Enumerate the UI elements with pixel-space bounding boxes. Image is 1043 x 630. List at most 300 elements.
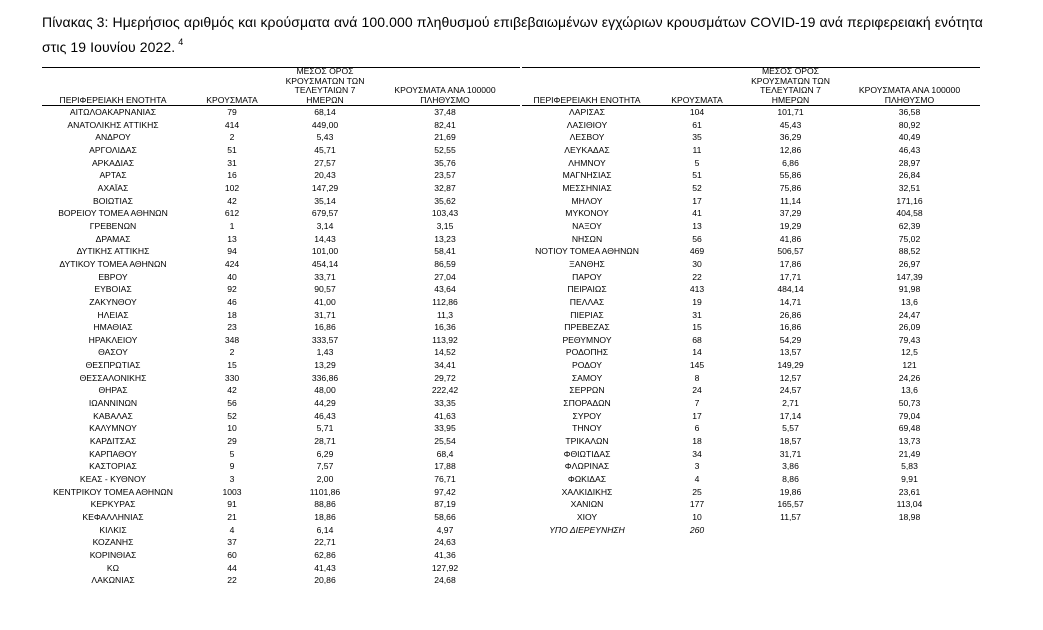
table-row [42, 473, 520, 486]
avg7-cell: 31,71 [779, 448, 802, 459]
cases-cell: 41 [692, 208, 702, 219]
avg7-cell: 5,43 [316, 132, 334, 143]
table-row [522, 220, 980, 233]
region-cell: ΦΘΙΩΤΙΔΑΣ [563, 448, 611, 459]
table-row [522, 486, 980, 499]
per100k-cell: 12,5 [901, 347, 918, 358]
header-per100k: ΚΡΟΥΣΜΑΤΑ ΑΝΑ 100000 ΠΛΗΘΥΣΜΟ [839, 67, 980, 106]
table-row [42, 106, 520, 119]
per100k-cell: 36,58 [898, 107, 921, 117]
per100k-cell: 13,73 [898, 436, 921, 447]
region-cell: ΧΑΝΙΩΝ [570, 499, 604, 510]
cases-cell: 56 [692, 233, 702, 244]
cases-cell: 5 [694, 157, 700, 168]
avg7-cell: 88,86 [314, 499, 336, 510]
header-cases: ΚΡΟΥΣΜΑΤΑ [184, 67, 280, 106]
region-cell: ΚΙΛΚΙΣ [99, 524, 127, 535]
per100k-cell: 68,4 [436, 448, 454, 459]
avg7-cell: 8,86 [782, 474, 799, 485]
cases-cell: 42 [227, 195, 237, 206]
region-cell: ΚΑΒΑΛΑΣ [93, 410, 133, 421]
avg7-cell: 13,29 [314, 360, 336, 371]
avg7-cell: 506,57 [777, 246, 804, 257]
avg7-cell: 41,86 [779, 233, 802, 244]
region-cell: ΑΝΑΤΟΛΙΚΗΣ ΑΤΤΙΚΗΣ [67, 119, 159, 130]
per100k-cell: 41,63 [434, 410, 456, 421]
table-row [522, 119, 980, 132]
table-row [522, 309, 980, 322]
avg7-cell: 90,57 [314, 284, 336, 295]
cases-cell: 52 [227, 410, 237, 421]
table-row [42, 195, 520, 208]
region-cell: ΡΕΘΥΜΝΟΥ [562, 334, 612, 345]
region-cell: ΝΑΞΟΥ [572, 220, 602, 231]
cases-cell: 413 [689, 284, 705, 295]
avg7-cell: 45,43 [779, 119, 802, 130]
avg7-cell: 11,57 [780, 512, 801, 522]
per100k-cell: 14,52 [434, 347, 456, 358]
per100k-cell: 5,83 [901, 461, 918, 472]
avg7-cell [742, 524, 839, 537]
per100k-cell: 11,3 [436, 309, 454, 320]
cases-cell: 25 [692, 486, 702, 497]
region-cell: ΚΕΡΚΥΡΑΣ [90, 499, 136, 510]
cases-cell: 1003 [222, 486, 242, 497]
table-row [522, 182, 980, 195]
table-row [522, 359, 980, 372]
cases-cell: 7 [694, 398, 700, 409]
table-row [522, 169, 980, 182]
avg7-cell: 147,29 [311, 182, 339, 193]
cases-cell: 17 [692, 410, 702, 421]
per100k-cell: 58,66 [434, 512, 456, 522]
cases-cell: 9 [229, 461, 235, 472]
per100k-cell: 33,35 [434, 398, 456, 409]
title-text: Πίνακας 3: Ημερήσιος αριθμός και κρούσματα ανά 100.000 πληθυσμού επιβεβαιωμένων εγχώριων κρουσμάτων COVID-19 ανά περιφερειακή ενότητα στις 19 Ιουνίου 2022. [42, 14, 983, 55]
avg7-cell: 333,57 [311, 334, 339, 345]
cases-cell: 4 [694, 474, 700, 485]
table-row [42, 245, 520, 258]
avg7-cell: 454,14 [311, 258, 339, 269]
cases-cell: 2 [229, 347, 235, 358]
table-row [522, 144, 980, 157]
per100k-cell: 17,88 [434, 461, 456, 472]
region-cell: ΜΕΣΣΗΝΙΑΣ [562, 182, 612, 193]
avg7-cell: 45,71 [314, 144, 336, 155]
table-row [42, 144, 520, 157]
cases-cell: 260 [689, 524, 705, 535]
table-row [522, 283, 980, 296]
per100k-cell: 26,97 [898, 258, 921, 269]
table-row [42, 233, 520, 246]
cases-cell: 18 [227, 309, 237, 320]
table-row [522, 372, 980, 385]
avg7-cell: 28,71 [314, 436, 336, 447]
cases-cell: 8 [694, 372, 700, 383]
cases-cell: 348 [224, 334, 240, 345]
region-cell: ΓΡΕΒΕΝΩΝ [89, 220, 137, 231]
table-row [42, 562, 520, 575]
table-row [522, 511, 980, 524]
region-cell: ΛΕΥΚΑΔΑΣ [564, 144, 610, 155]
avg7-cell: 17,14 [779, 410, 802, 421]
region-cell: ΕΥΒΟΙΑΣ [94, 284, 132, 295]
avg7-cell: 62,86 [314, 549, 336, 560]
cases-cell: 92 [227, 284, 237, 295]
avg7-cell: 24,57 [779, 385, 802, 396]
table-row [42, 182, 520, 195]
per100k-cell: 33,95 [434, 423, 456, 434]
avg7-cell: 44,29 [314, 398, 336, 409]
cases-cell: 13 [692, 220, 702, 231]
region-cell: ΝΟΤΙΟΥ ΤΟΜΕΑ ΑΘΗΝΩΝ [535, 246, 639, 257]
per100k-cell: 32,87 [434, 182, 456, 193]
table-row [42, 524, 520, 537]
table-row [522, 271, 980, 284]
table-row [522, 245, 980, 258]
region-cell: ΕΒΡΟΥ [98, 271, 128, 282]
avg7-cell: 37,29 [779, 208, 802, 219]
region-cell: ΦΩΚΙΔΑΣ [567, 474, 607, 485]
cases-cell: 469 [689, 246, 705, 257]
cases-cell: 424 [224, 258, 240, 269]
region-cell: ΑΡΓΟΛΙΔΑΣ [89, 144, 137, 155]
footnote-marker: 4 [178, 37, 184, 47]
region-cell: ΧΙΟΥ [576, 512, 598, 522]
region-cell: ΚΑΣΤΟΡΙΑΣ [89, 461, 137, 472]
region-cell: ΗΛΕΙΑΣ [97, 309, 129, 320]
region-cell: ΑΝΔΡΟΥ [95, 132, 131, 143]
table-row [42, 359, 520, 372]
cases-cell: 5 [229, 448, 235, 459]
avg7-cell: 27,57 [314, 157, 336, 168]
cases-cell: 23 [227, 322, 237, 333]
table-row [42, 321, 520, 334]
cases-cell: 61 [692, 119, 702, 130]
avg7-cell: 17,71 [779, 271, 802, 282]
avg7-cell: 16,86 [779, 322, 802, 333]
table-row [522, 106, 980, 119]
cases-cell: 79 [227, 107, 237, 117]
per100k-cell: 13,6 [901, 296, 918, 307]
region-cell: ΔΥΤΙΚΗΣ ΑΤΤΙΚΗΣ [76, 246, 150, 257]
cases-cell: 414 [224, 119, 240, 130]
table-row [522, 157, 980, 170]
region-cell: ΡΟΔΟΠΗΣ [565, 347, 609, 358]
region-cell: ΔΡΑΜΑΣ [95, 233, 131, 244]
table-row [522, 321, 980, 334]
avg7-cell: 6,29 [316, 448, 334, 459]
per100k-cell: 9,91 [901, 474, 918, 485]
table-row [522, 233, 980, 246]
table-row [42, 157, 520, 170]
per100k-cell: 24,68 [434, 575, 456, 586]
region-cell: ΗΜΑΘΙΑΣ [93, 322, 133, 333]
per100k-cell: 27,04 [434, 271, 456, 282]
table-row [522, 448, 980, 461]
per100k-cell: 24,47 [898, 309, 921, 320]
avg7-cell: 68,14 [314, 107, 336, 117]
region-cell: ΙΩΑΝΝΙΝΩΝ [88, 398, 138, 409]
region-cell: ΚΕΑΣ - ΚΥΘΝΟΥ [79, 474, 147, 485]
per100k-cell: 46,43 [898, 144, 921, 155]
cases-cell: 35 [692, 132, 702, 143]
avg7-cell: 14,71 [779, 296, 802, 307]
per100k-cell: 171,16 [896, 195, 923, 206]
region-cell: ΣΕΡΡΩΝ [569, 385, 605, 396]
table-row [522, 195, 980, 208]
per100k-cell: 25,54 [434, 436, 456, 447]
cases-cell: 2 [229, 132, 235, 143]
avg7-cell: 35,14 [314, 195, 336, 206]
cases-cell: 15 [227, 360, 237, 371]
avg7-cell: 5,57 [782, 423, 799, 434]
cases-cell: 52 [692, 182, 702, 193]
cases-cell: 91 [227, 499, 237, 510]
avg7-cell: 20,86 [314, 575, 336, 586]
per100k-cell: 112,86 [432, 296, 458, 307]
per100k-cell: 86,59 [434, 258, 456, 269]
per100k-cell: 69,48 [898, 423, 921, 434]
per100k-cell: 4,97 [436, 524, 454, 535]
cases-cell: 22 [227, 575, 237, 586]
region-cell: ΛΑΣΙΘΙΟΥ [566, 119, 608, 130]
cases-cell: 6 [694, 423, 700, 434]
region-cell: ΚΟΡΙΝΘΙΑΣ [89, 549, 137, 560]
avg7-cell: 165,57 [777, 499, 804, 510]
cases-cell: 330 [224, 372, 240, 383]
per100k-cell: 29,72 [434, 372, 456, 383]
region-cell: ΔΥΤΙΚΟΥ ΤΟΜΕΑ ΑΘΗΝΩΝ [59, 258, 167, 269]
avg7-cell: 6,86 [782, 157, 799, 168]
region-cell: ΠΙΕΡΙΑΣ [570, 309, 604, 320]
avg7-cell: 101,71 [777, 107, 804, 117]
table-row [42, 207, 520, 220]
table-row [522, 346, 980, 359]
cases-cell: 37 [227, 537, 237, 548]
region-cell: ΝΗΣΩΝ [571, 233, 603, 244]
avg7-cell: 26,86 [779, 309, 802, 320]
per100k-cell: 127,92 [431, 562, 459, 573]
region-cell: ΣΠΟΡΑΔΩΝ [563, 398, 611, 409]
avg7-cell: 75,86 [779, 182, 802, 193]
cases-cell: 22 [692, 271, 702, 282]
table-row [522, 460, 980, 473]
avg7-cell: 55,86 [779, 170, 802, 181]
cases-cell: 31 [692, 309, 702, 320]
per100k-cell: 76,71 [434, 474, 456, 485]
cases-cell: 34 [692, 448, 702, 459]
per100k-cell: 52,55 [434, 144, 456, 155]
table-row [522, 384, 980, 397]
avg7-cell: 149,29 [777, 360, 804, 371]
avg7-cell: 36,29 [779, 132, 802, 143]
table-row [42, 498, 520, 511]
table-row [42, 549, 520, 562]
per100k-cell: 35,76 [434, 157, 456, 168]
region-cell: ΞΑΝΘΗΣ [569, 258, 605, 269]
table-row [42, 448, 520, 461]
region-cell: ΛΕΣΒΟΥ [569, 132, 605, 143]
table-row [522, 397, 980, 410]
avg7-cell: 7,57 [316, 461, 334, 472]
per100k-cell: 41,36 [434, 549, 456, 560]
avg7-cell: 22,71 [314, 537, 336, 548]
region-cell: ΠΑΡΟΥ [572, 271, 602, 282]
per100k-cell: 40,49 [898, 132, 921, 143]
table-row [522, 435, 980, 448]
avg7-cell: 16,86 [314, 322, 336, 333]
cases-cell: 21 [227, 512, 237, 522]
avg7-cell: 1101,86 [309, 486, 341, 497]
avg7-cell: 17,86 [779, 258, 802, 269]
region-cell: ΡΟΔΟΥ [572, 360, 602, 371]
avg7-cell: 12,57 [779, 372, 802, 383]
header-cases: ΚΡΟΥΣΜΑΤΑ [652, 67, 742, 106]
cases-cell: 13 [227, 233, 237, 244]
per100k-cell: 91,98 [898, 284, 921, 295]
avg7-cell: 14,43 [314, 233, 336, 244]
header-per100k: ΚΡΟΥΣΜΑΤΑ ΑΝΑ 100000 ΠΛΗΘΥΣΜΟ [370, 67, 520, 106]
per100k-cell: 62,39 [898, 220, 921, 231]
per100k-cell: 88,52 [898, 246, 921, 257]
avg7-cell: 19,29 [779, 220, 802, 231]
cases-cell: 51 [227, 144, 237, 155]
table-row [42, 422, 520, 435]
avg7-cell: 18,57 [779, 436, 802, 447]
avg7-cell: 33,71 [314, 271, 336, 282]
per100k-cell: 26,09 [898, 322, 921, 333]
cases-cell: 10 [227, 423, 237, 434]
avg7-cell: 2,00 [316, 474, 334, 485]
per100k-cell: 24,26 [898, 372, 921, 383]
cases-cell: 24 [692, 385, 702, 396]
region-cell: ΚΑΡΠΑΘΟΥ [89, 448, 137, 459]
avg7-cell: 20,43 [314, 170, 336, 181]
region-cell: ΣΑΜΟΥ [571, 372, 603, 383]
cases-cell: 11 [692, 144, 702, 155]
table-row [42, 131, 520, 144]
region-cell: ΘΗΡΑΣ [98, 385, 128, 396]
per100k-cell: 79,43 [898, 334, 921, 345]
region-cell: ΑΧΑΪΑΣ [97, 182, 129, 193]
avg7-cell: 31,71 [314, 309, 336, 320]
region-cell: ΚΑΛΥΜΝΟΥ [89, 423, 137, 434]
per100k-cell: 32,51 [898, 182, 921, 193]
cases-cell: 4 [229, 524, 235, 535]
table-row [522, 296, 980, 309]
table-row [42, 410, 520, 423]
table-row [42, 486, 520, 499]
region-cell: ΛΑΡΙΣΑΣ [569, 107, 605, 117]
cases-cell: 46 [227, 296, 237, 307]
per100k-cell: 103,43 [431, 208, 459, 219]
avg7-cell: 5,71 [316, 423, 334, 434]
avg7-cell: 19,86 [779, 486, 802, 497]
avg7-cell: 46,43 [314, 410, 336, 421]
avg7-cell: 18,86 [314, 512, 336, 522]
table-row [522, 422, 980, 435]
cases-cell: 40 [227, 271, 237, 282]
cases-cell: 51 [692, 170, 702, 181]
table-row [42, 296, 520, 309]
cases-cell: 612 [224, 208, 240, 219]
avg7-cell: 6,14 [316, 524, 334, 535]
per100k-cell: 50,73 [898, 398, 921, 409]
per100k-cell: 121 [902, 360, 917, 371]
cases-cell: 104 [689, 107, 705, 117]
region-cell: ΘΕΣΠΡΩΤΙΑΣ [85, 360, 141, 371]
left-header-row [42, 67, 520, 106]
avg7-cell: 2,71 [782, 398, 799, 409]
cases-cell: 56 [227, 398, 237, 409]
avg7-cell: 13,57 [779, 347, 802, 358]
per100k-cell: 113,92 [432, 334, 458, 345]
per100k-cell: 75,02 [898, 233, 921, 244]
per100k-cell: 35,62 [434, 195, 456, 206]
region-cell: ΠΕΛΛΑΣ [569, 296, 605, 307]
region-cell: ΚΟΖΑΝΗΣ [92, 537, 134, 548]
region-cell: ΥΠΟ ΔΙΕΡΕΥΝΗΣΗ [549, 524, 625, 535]
header-avg7: ΜΕΣΟΣ ΟΡΟΣ ΚΡΟΥΣΜΑΤΩΝ ΤΩΝ ΤΕΛΕΥΤΑΙΩΝ 7 ΗΜΕΡΩΝ [280, 67, 370, 106]
table-row [42, 511, 520, 524]
cases-cell: 15 [692, 322, 702, 333]
region-cell: ΑΙΤΩΛΟΑΚΑΡΝΑΝΙΑΣ [69, 107, 157, 117]
per100k-cell: 26,84 [898, 170, 921, 181]
avg7-cell: 3,14 [316, 220, 334, 231]
per100k-cell: 13,23 [434, 233, 456, 244]
cases-cell: 102 [224, 182, 240, 193]
avg7-cell: 12,86 [779, 144, 802, 155]
cases-cell: 29 [227, 436, 237, 447]
per100k-cell: 87,19 [434, 499, 456, 510]
cases-cell: 19 [692, 296, 702, 307]
table-row [42, 309, 520, 322]
cases-cell: 177 [689, 499, 705, 510]
avg7-cell: 48,00 [314, 385, 336, 396]
per100k-cell: 58,41 [434, 246, 456, 257]
per100k-cell: 18,98 [898, 512, 921, 522]
region-cell: ΑΡΚΑΔΙΑΣ [91, 157, 135, 168]
table-row [42, 397, 520, 410]
region-cell: ΘΑΣΟΥ [98, 347, 128, 358]
per100k-cell: 82,41 [434, 119, 456, 130]
table-row [522, 410, 980, 423]
avg7-cell: 679,57 [311, 208, 339, 219]
cases-cell: 145 [689, 360, 705, 371]
per100k-cell: 21,69 [434, 132, 456, 143]
per100k-cell: 147,39 [896, 271, 923, 282]
region-cell: ΖΑΚΥΝΘΟΥ [89, 296, 137, 307]
table-row [42, 460, 520, 473]
avg7-cell: 449,00 [311, 119, 339, 130]
region-cell: ΣΥΡΟΥ [572, 410, 602, 421]
cases-cell: 44 [227, 562, 237, 573]
per100k-cell: 13,6 [901, 385, 918, 396]
region-cell: ΘΕΣΣΑΛΟΝΙΚΗΣ [79, 372, 147, 383]
per100k-cell: 97,42 [434, 486, 456, 497]
avg7-cell: 484,14 [777, 284, 804, 295]
cases-cell: 31 [227, 157, 237, 168]
table-row [522, 498, 980, 511]
region-cell: ΜΑΓΝΗΣΙΑΣ [562, 170, 612, 181]
per100k-cell: 16,36 [434, 322, 456, 333]
cases-cell: 68 [692, 334, 702, 345]
table-row [42, 271, 520, 284]
cases-cell: 10 [692, 512, 702, 522]
table-row [522, 473, 980, 486]
per100k-cell: 43,64 [434, 284, 456, 295]
